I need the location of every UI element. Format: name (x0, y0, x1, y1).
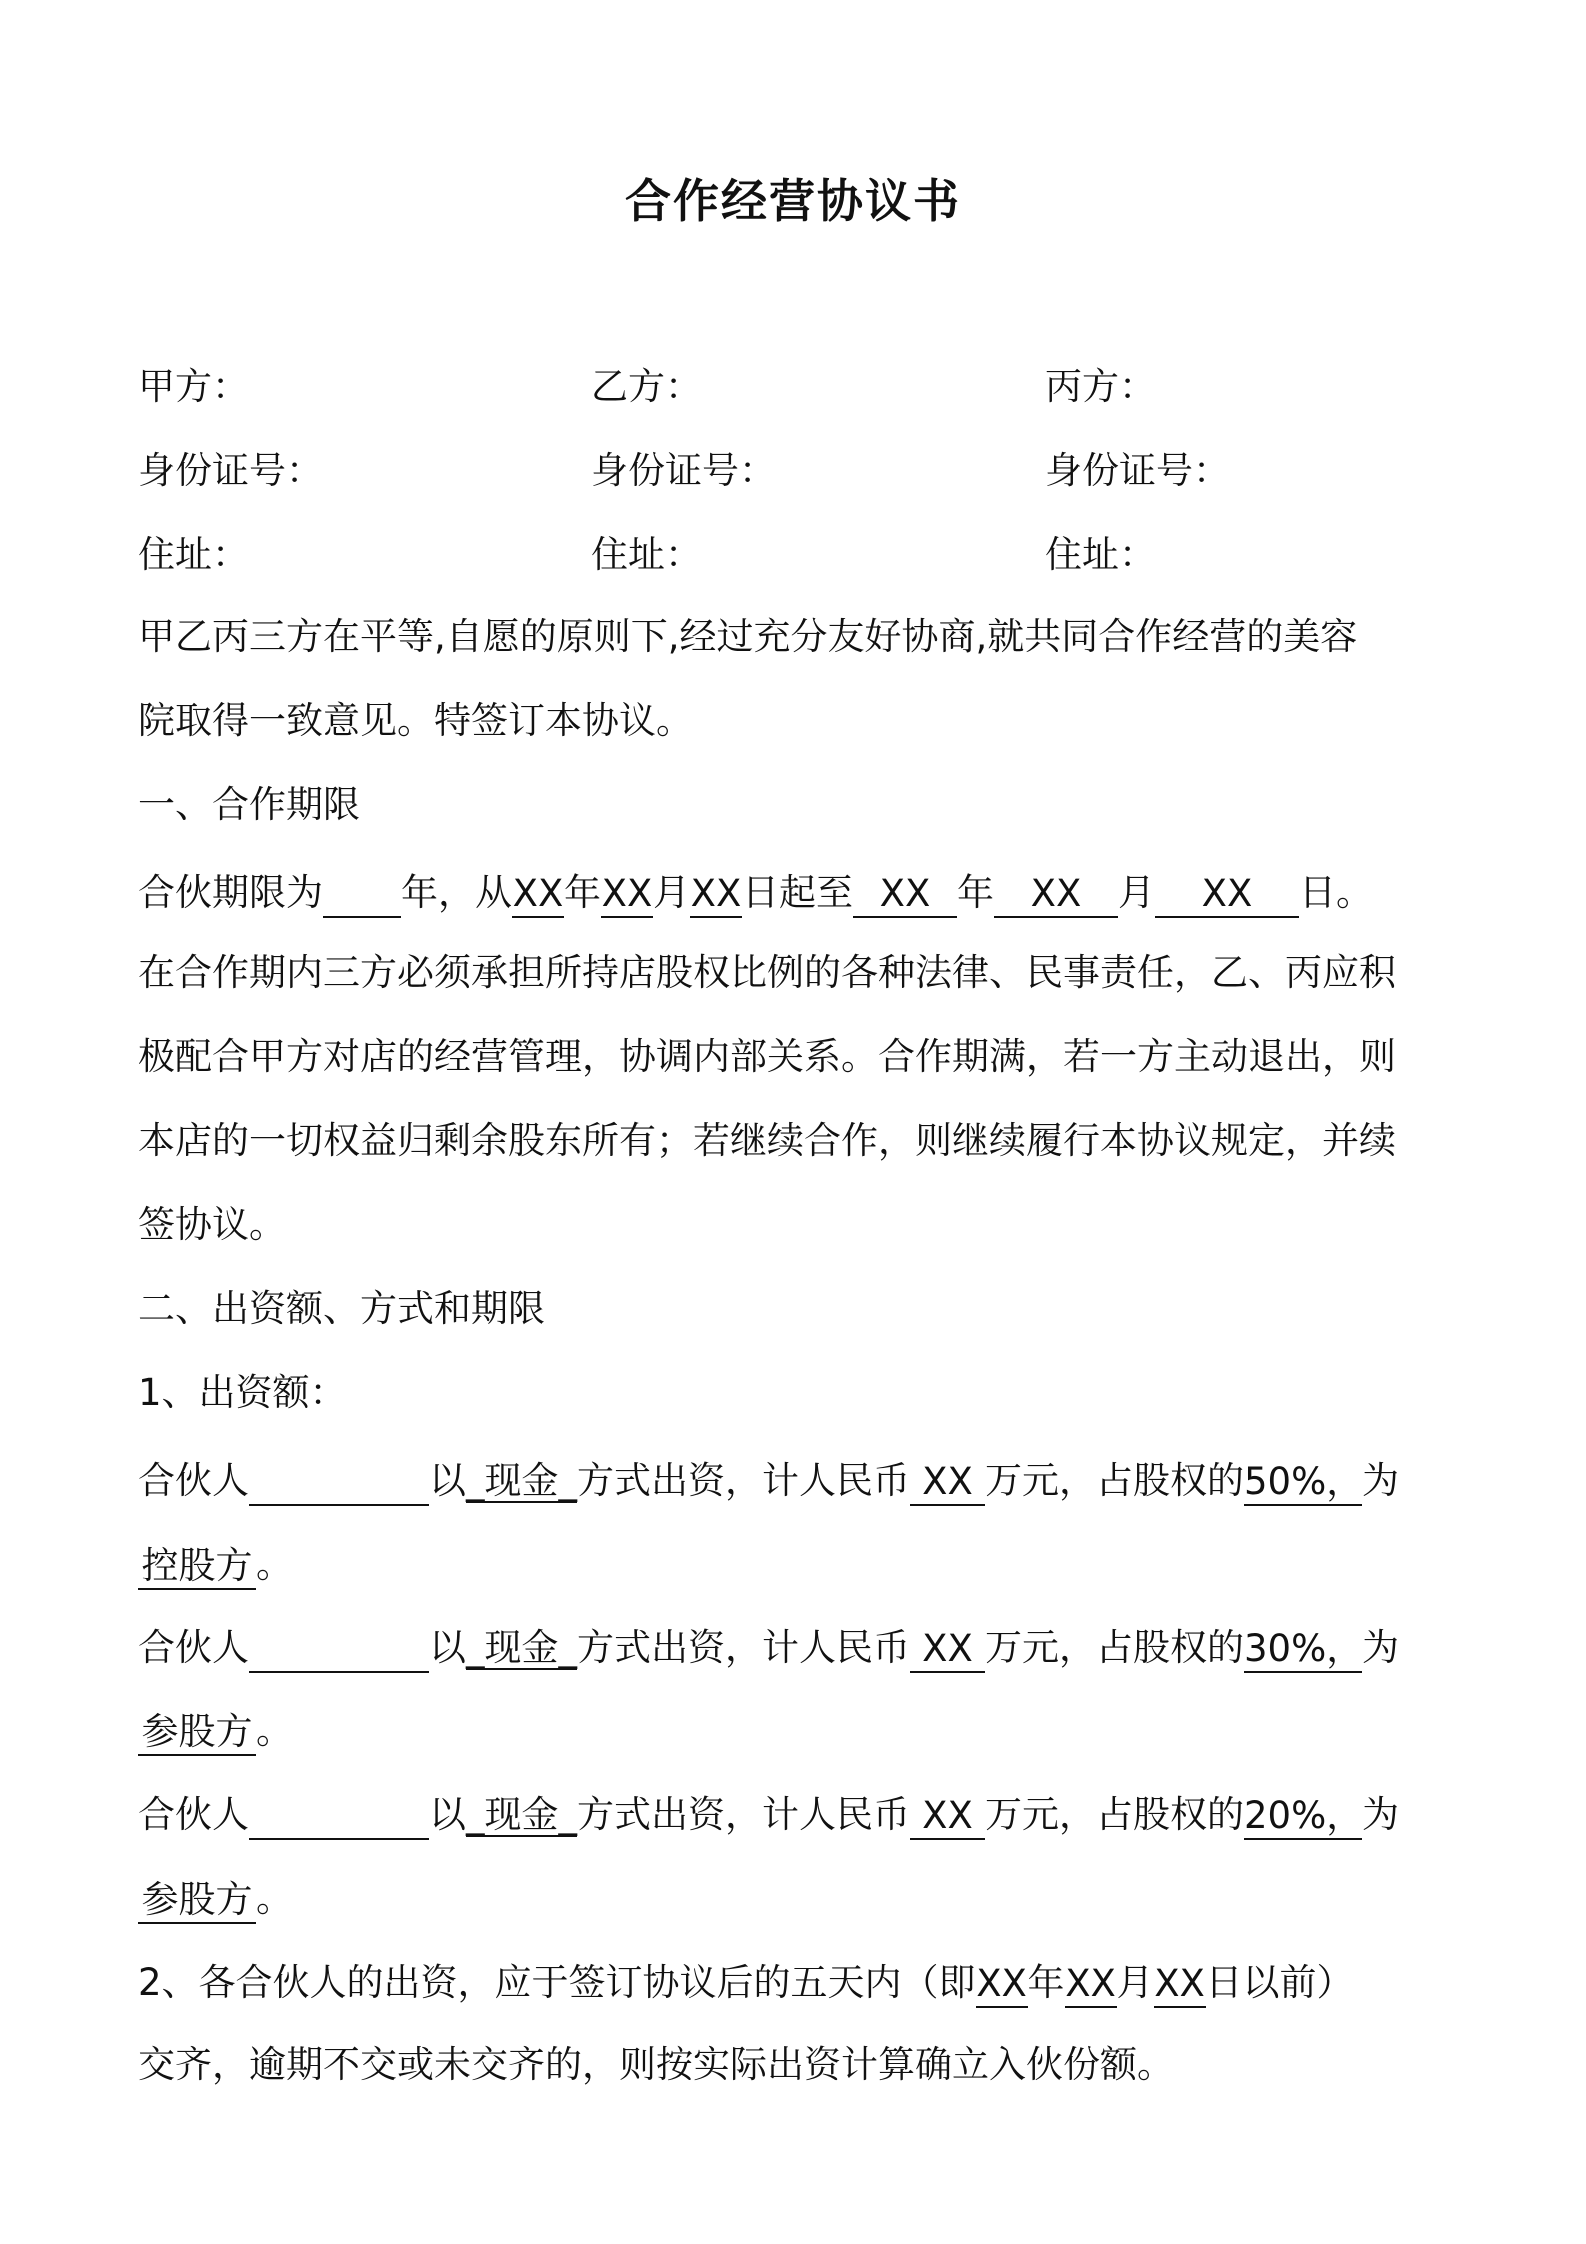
sub2-ri-label: 日以前） (1205, 1961, 1354, 2004)
party-c-address-label: 住址： (1045, 533, 1156, 576)
partner-row-1 (138, 1456, 1399, 1506)
partner-row-2 (138, 1623, 1399, 1673)
partner-label: 合伙人 (138, 1793, 249, 1836)
partner-row-3-role (138, 1874, 293, 1924)
document-title: 合作经营协议书 (625, 174, 961, 228)
nian-label: 年 (564, 871, 601, 914)
nian-label: 年 (1027, 1961, 1065, 2004)
section-2-sub-1: 1、出资额： (138, 1371, 347, 1414)
party-b-id-label: 身份证号： (591, 449, 776, 492)
wei-label: 为 (1362, 1626, 1399, 1669)
term-line (138, 868, 1373, 918)
partner-name-blank (249, 1627, 429, 1673)
method-label: 方式出资，计人民币 (577, 1626, 910, 1669)
party-c-label: 丙方： (1045, 365, 1156, 408)
start-day-blank: XX (690, 872, 742, 918)
yue-label-2: 月 (1118, 871, 1155, 914)
section-1-body-2: 极配合甲方对店的经营管理，协调内部关系。合作期满，若一方主动退出，则 (138, 1035, 1396, 1078)
wan-yuan-label: 万元，占股权的 (985, 1793, 1244, 1836)
term-year-from: 年，从 (401, 871, 512, 914)
end-day-blank: XX (1155, 872, 1299, 918)
deadline-month-blank: XX (1065, 1962, 1117, 2008)
role-blank: 参股方 (138, 1710, 256, 1756)
role-blank: 控股方 (138, 1544, 256, 1590)
section-1-body-3: 本店的一切权益归剩余股东所有；若继续合作，则继续履行本协议规定，并续 (138, 1119, 1396, 1162)
cash-method: _现金_ (466, 1793, 577, 1836)
wan-yuan-label: 万元，占股权的 (985, 1626, 1244, 1669)
wei-label: 为 (1362, 1793, 1399, 1836)
party-c-id-label: 身份证号： (1045, 449, 1230, 492)
end-month-blank: XX (994, 872, 1118, 918)
method-label: 方式出资，计人民币 (577, 1459, 910, 1502)
share-blank: 50%， (1244, 1460, 1362, 1506)
party-a-label: 甲方： (138, 365, 249, 408)
deadline-year-blank: XX (976, 1962, 1028, 2008)
role-end: 。 (256, 1709, 293, 1752)
deadline-day-blank: XX (1154, 1962, 1206, 2008)
wan-yuan-label: 万元，占股权的 (985, 1459, 1244, 1502)
method-label: 方式出资，计人民币 (577, 1793, 910, 1836)
yue-label: 月 (653, 871, 690, 914)
partner-label: 合伙人 (138, 1459, 249, 1502)
qizhi-label: 日起至 (742, 871, 853, 914)
cash-method: _现金_ (466, 1626, 577, 1669)
party-a-address-label: 住址： (138, 533, 249, 576)
partner-row-3 (138, 1790, 1399, 1840)
partner-row-2-role (138, 1706, 293, 1756)
section-2-heading: 二、出资额、方式和期限 (138, 1287, 545, 1330)
amount-blank: XX (910, 1460, 985, 1506)
cash-method: _现金_ (466, 1459, 577, 1502)
share-blank: 20%， (1244, 1794, 1362, 1840)
term-years-blank (323, 872, 401, 918)
nian-label-2: 年 (957, 871, 994, 914)
partner-label: 合伙人 (138, 1626, 249, 1669)
section-2-sub-2-line-2: 交齐，逾期不交或未交齐的，则按实际出资计算确立入伙份额。 (138, 2043, 1174, 2086)
yi-label: 以 (429, 1459, 466, 1502)
role-end: 。 (256, 1543, 293, 1586)
term-prefix: 合伙期限为 (138, 871, 323, 914)
partner-name-blank (249, 1460, 429, 1506)
yi-label: 以 (429, 1626, 466, 1669)
party-b-label: 乙方： (591, 365, 702, 408)
yi-label: 以 (429, 1793, 466, 1836)
section-1-body-4: 签协议。 (138, 1203, 286, 1246)
intro-line-2: 院取得一致意见。特签订本协议。 (138, 699, 693, 742)
intro-line-1: 甲乙丙三方在平等,自愿的原则下,经过充分友好协商,就共同合作经营的美容 (138, 615, 1358, 658)
partner-row-1-role (138, 1540, 293, 1590)
start-month-blank: XX (601, 872, 653, 918)
section-2-sub-2 (138, 1958, 1354, 2008)
amount-blank: XX (910, 1627, 985, 1673)
section-1-heading: 一、合作期限 (138, 783, 360, 826)
wei-label: 为 (1362, 1459, 1399, 1502)
role-end: 。 (256, 1877, 293, 1920)
share-blank: 30%， (1244, 1627, 1362, 1673)
yue-label: 月 (1116, 1961, 1154, 2004)
partner-name-blank (249, 1794, 429, 1840)
section-1-body-1: 在合作期内三方必须承担所持店股权比例的各种法律、民事责任，乙、丙应积 (138, 951, 1396, 994)
start-year-blank: XX (512, 872, 564, 918)
party-a-id-label: 身份证号： (138, 449, 323, 492)
sub2-prefix: 2、各合伙人的出资，应于签订协议后的五天内（即 (138, 1961, 976, 2004)
amount-blank: XX (910, 1794, 985, 1840)
party-b-address-label: 住址： (591, 533, 702, 576)
ri-end-label: 日。 (1299, 871, 1373, 914)
end-year-blank: XX (853, 872, 957, 918)
role-blank: 参股方 (138, 1878, 256, 1924)
